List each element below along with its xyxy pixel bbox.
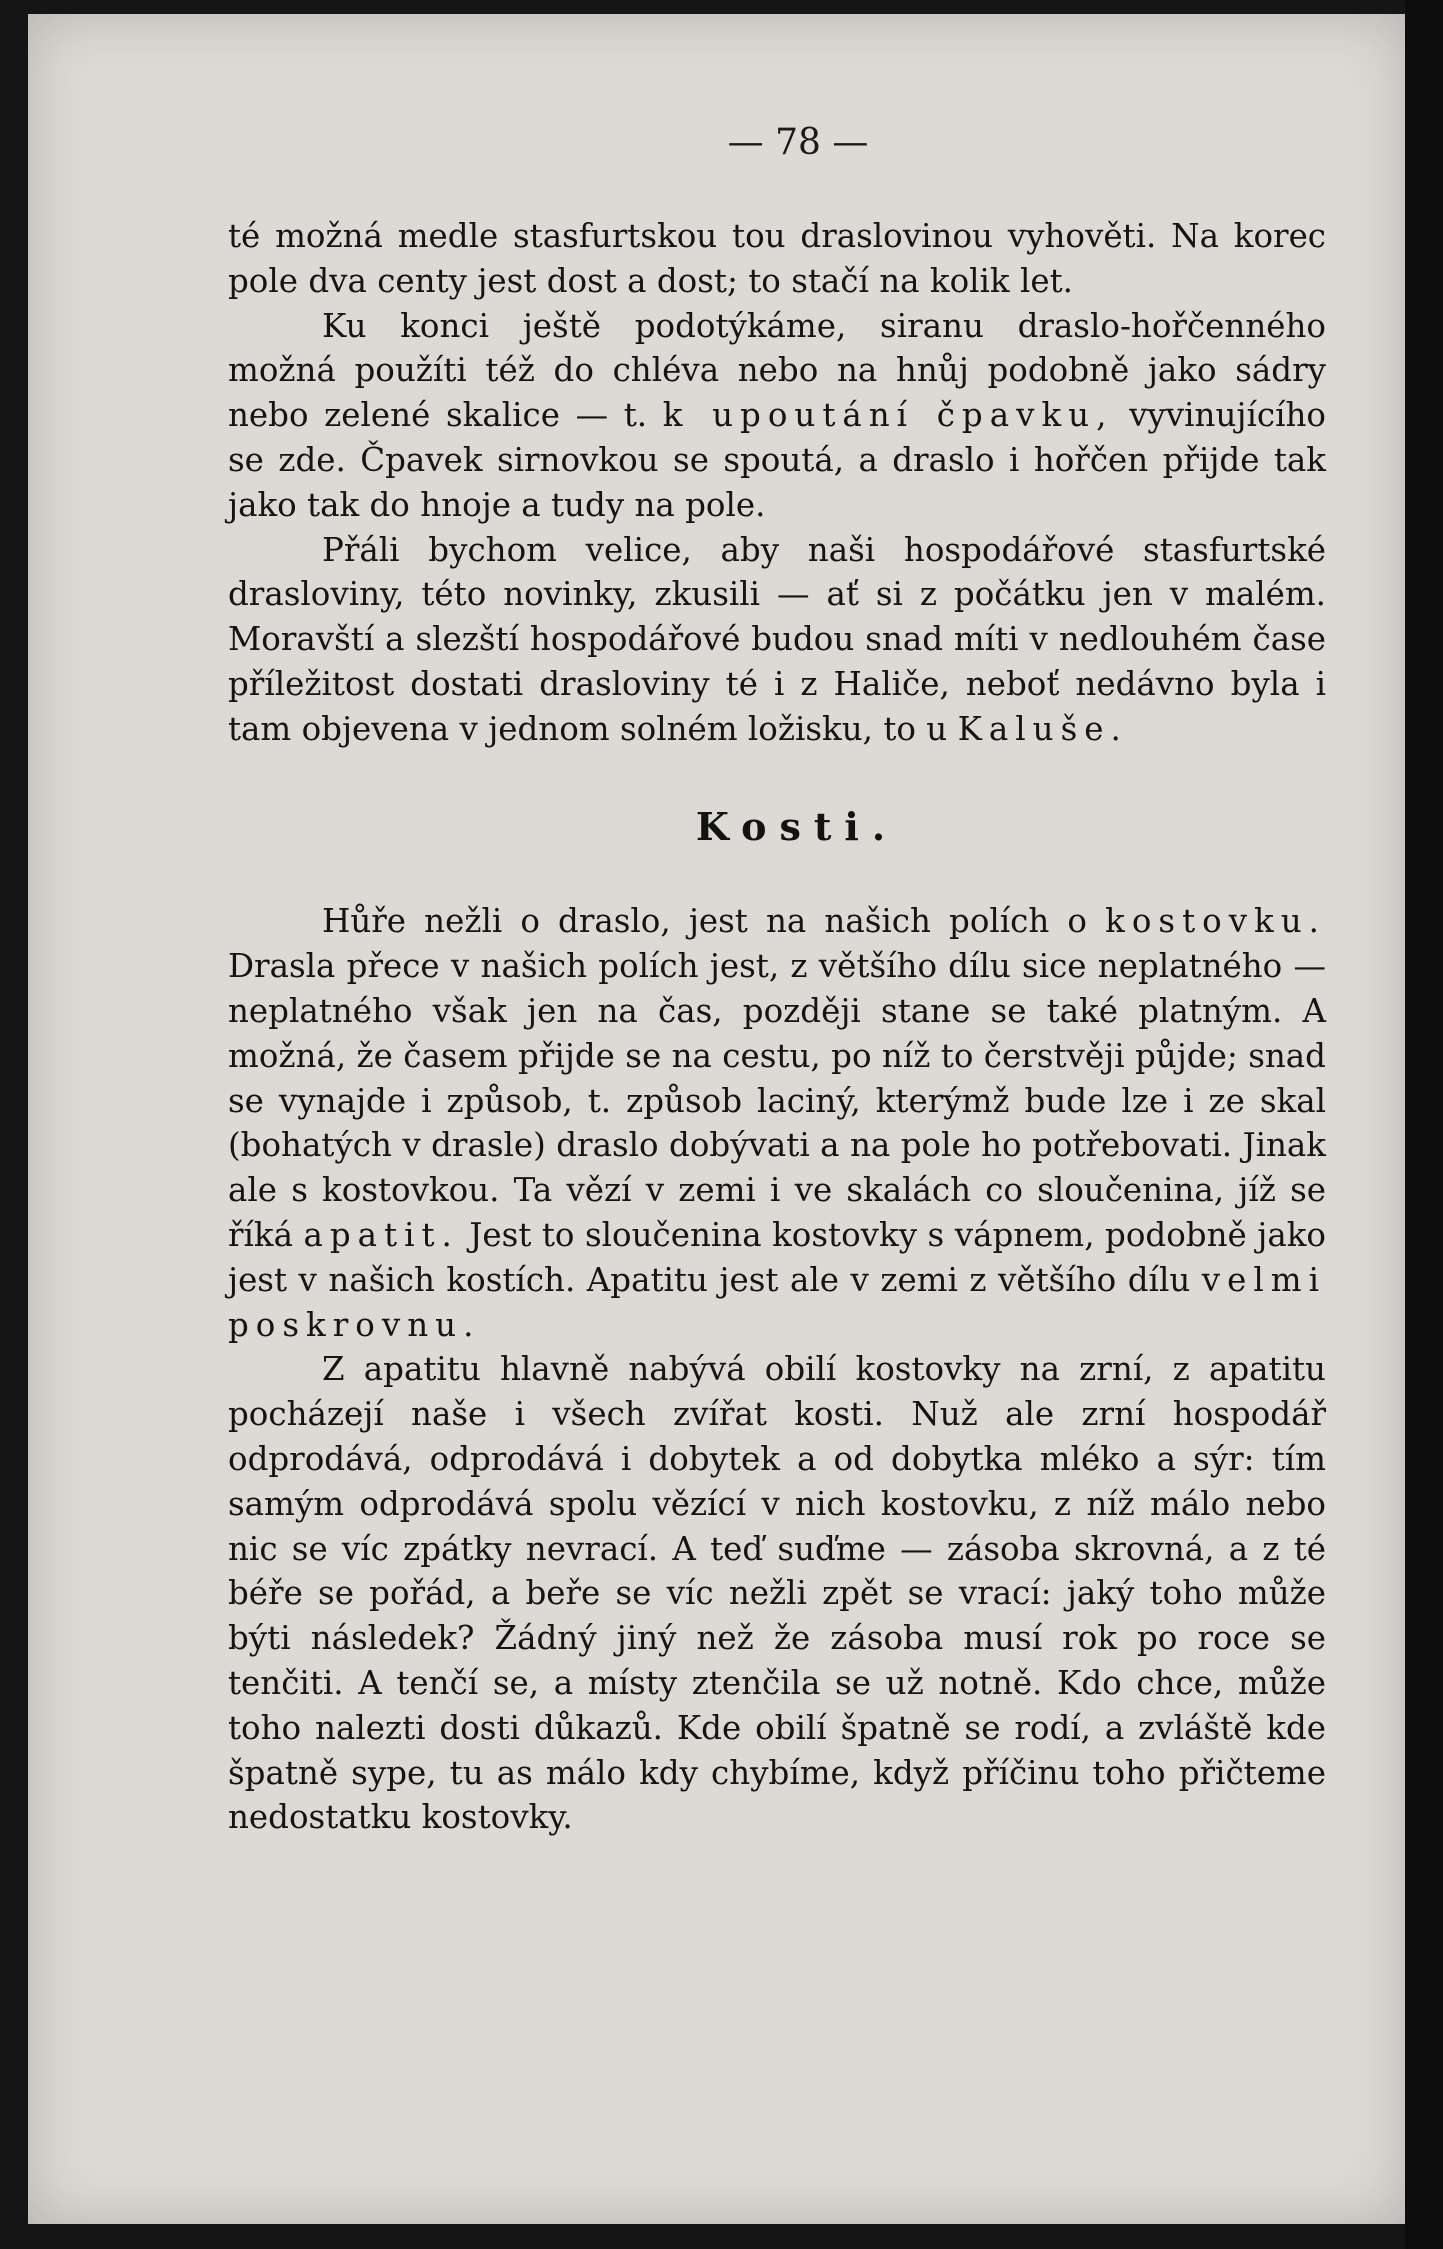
page-text: [228, 214, 1326, 1840]
paragraph-3-start: Přáli bychom velice, aby naši hospodářové stasfurtské drasloviny, této novinky, zkusili — ať si z počátku jen v malém. Moravští a slezští hospodářové budou snad míti v nedlouhém čase příležitost dostati drasloviny té i z Haliče, neboť nedávno byla i tam objevena v jednom solném ložisku, to u: [228, 530, 1326, 748]
paragraph-4-emphasis-1: kostovku.: [1105, 902, 1327, 941]
paragraph-4-emphasis-3: velmi poskrovnu.: [228, 1260, 1326, 1344]
paragraph-3-emphasis: Kaluše.: [957, 709, 1128, 748]
scan-edge: [1405, 0, 1443, 2249]
book-page: [28, 14, 1406, 2224]
paragraph-3: [228, 528, 1326, 752]
paragraph-2-start: Ku konci ještě podotýkáme, siranu draslo-hořčenného možná použíti též do chléva nebo na hnůj podobně jako sádry nebo zelené skalice — t.: [228, 306, 1326, 435]
paragraph-4-middle-2: Jest to sloučenina kostovky s vápnem, podobně jako jest v našich kostích. Apatitu jest ale v zemi z většího dílu: [228, 1215, 1326, 1299]
paragraph-5: Z apatitu hlavně nabývá obilí kostovky na zrní, z apatitu pocházejí naše i všech zvířat kosti. Nuž ale zrní hospodář odprodává, odprodává i dobytek a od dobytka mléko a sýr: tím samým odprodává spolu vězící v nich kostovku, z níž málo nebo nic se víc zpátky nevrací. A teď suďme — zásoba skrovná, a z té béře se pořád, a beře se víc nežli zpět se vrací: jaký toho může býti následek? Žádný jiný než že zásoba musí rok po roce se tenčiti. A tenčí se, a místy ztenčila se už notně. Kdo chce, může toho nalezti dosti důkazů. Kde obilí špatně se rodí, a zvláště kde špatně sype, tu as málo kdy chybíme, když příčinu toho přičteme nedostatku kostovky.: [228, 1350, 1326, 1837]
paragraph-1: té možná medle stasfurtskou tou draslovinou vyhověti. Na korec pole dva centy jest dost a dost; to stačí na kolik let.: [228, 217, 1326, 300]
paragraph-2-end: vyvinujícího se zde. Čpavek sirnovkou se spoutá, a draslo i hořčen přijde tak jako tak do hnoje a tudy na pole.: [228, 396, 1326, 524]
paragraph-4-middle: Drasla přece v našich polích jest, z většího dílu sice neplatného — neplatného však jen na čas, později stane se také platným. A možná, že časem přijde se na cestu, po níž to čerstvěji půjde; snad se vynajde i způsob, t. způsob laciný, kterýmž bude lze i ze skal (bohatých v drasle) draslo dobývati a na pole ho potřebovati. Jinak ale s kostovkou. Ta vězí v zemi i ve skalách co sloučenina, jíž se říká: [228, 947, 1326, 1254]
page-number: — 78 —: [727, 122, 869, 163]
paragraph-4: [228, 899, 1326, 1347]
paragraph-2: [228, 304, 1326, 528]
paragraph-4-start: Hůře nežli o draslo, jest na našich polích o: [322, 902, 1087, 941]
section-heading: Kosti.: [695, 803, 899, 849]
paragraph-2-emphasis: k upoutání čpavku,: [662, 396, 1114, 435]
paragraph-4-emphasis-2: apatit.: [303, 1215, 459, 1254]
